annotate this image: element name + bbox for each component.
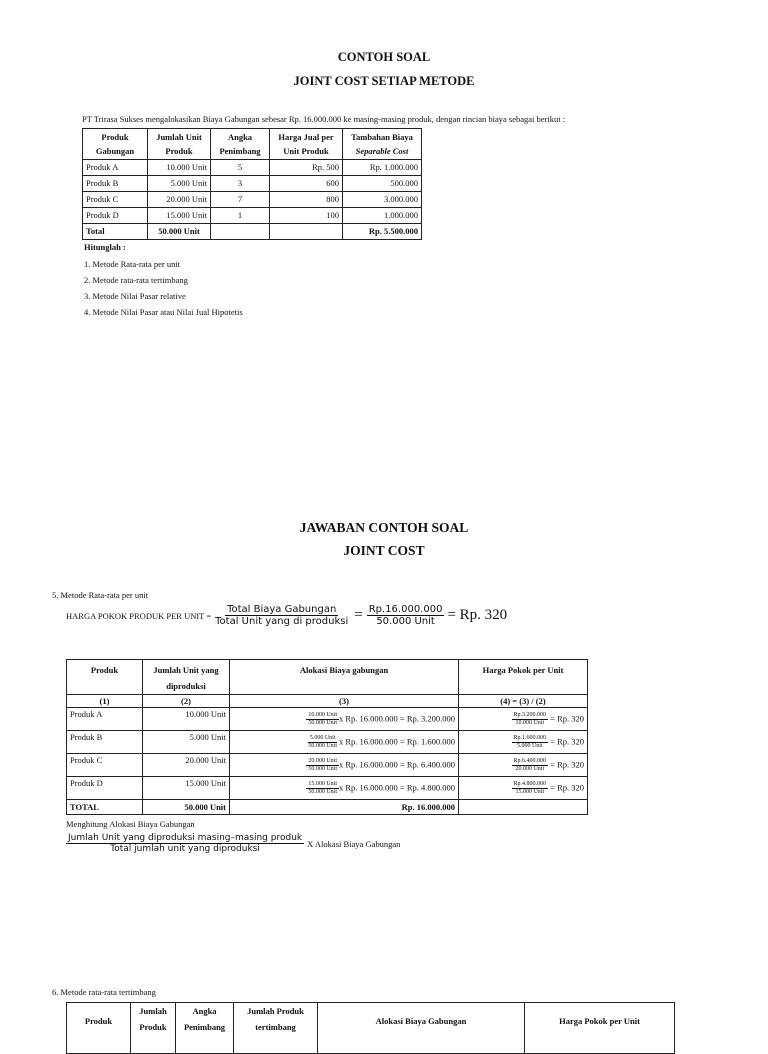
cell-hpp: $\frac{Rp.3.200.000}{\text{10.000 Unit}}$ = Rp. 320 [459,708,588,731]
cell-jumlah: 20.000 Unit [143,754,230,777]
cell-total-hpp [459,800,588,815]
cell-harga: 100 [270,208,343,224]
soal-title-line1: CONTOH SOAL [337,50,431,64]
header-angka: Angka Penimbang [211,129,270,160]
hpp-fraction: $\frac{Rp.3.200.000}{\text{10.000 Unit}}$ [513,711,547,726]
alokasi-formula-fraction [66,833,304,854]
formula-denominator-2: 50.000 Unit [376,616,435,627]
hpp-fraction: $\frac{Rp.4.800.000}{\text{15.000 Unit}}$ [513,780,547,795]
cell-produk: Produk B [67,731,143,754]
cell-total-jumlah: 50.000 Unit [143,800,230,815]
menghitung-label: Menghitung Alokasi Biaya Gabungan [66,819,195,829]
cell-angka: 3 [211,176,270,192]
header-produk: Produk [67,1003,131,1054]
header-jumlah-tertimbang: Jumlah Produk tertimbang [234,1003,318,1054]
cell-harga: 600 [270,176,343,192]
task-list [84,256,243,320]
jawaban-table-index-row [67,695,588,708]
table-total-row [83,224,422,240]
section-5-heading: 5. Metode Rata-rata per unit [52,590,149,600]
cell-jumlah: 15.000 Unit [148,208,211,224]
cell-angka: 7 [211,192,270,208]
cell-alokasi: $\frac{\text{15.000 Unit}}{\text{50.000 Unit}}$ x Rp. 16.000.000 = Rp. 4.800.000 [230,777,459,800]
formula-equals: = [354,607,363,623]
formula-label: HARGA POKOK PRODUK PER UNIT = [66,610,212,621]
alokasi-formula [66,833,400,854]
header-hpp: Harga Pokok per Unit [459,660,588,695]
header-hpp: Harga Pokok per Unit [525,1003,675,1054]
formula-fraction-2 [367,604,445,627]
cell-angka: 1 [211,208,270,224]
alokasi-formula-denominator: Total jumlah unit yang diproduksi [110,844,260,854]
cell-total-label: TOTAL [67,800,143,815]
cell-produk: Produk D [83,208,148,224]
cell-harga: Rp. 500 [270,160,343,176]
cell-total-tambahan: Rp. 5.500.000 [343,224,422,240]
cell-harga: 800 [270,192,343,208]
table-row [67,777,588,800]
list-item: 1. Metode Rata-rata per unit [84,259,181,269]
table-total-row [67,800,588,815]
cell-tambahan: 3.000.000 [343,192,422,208]
index-4: (4) = (3) / (2) [459,695,588,708]
list-item: 3. Metode Nilai Pasar relative [84,291,186,301]
cell-tambahan: 500.000 [343,176,422,192]
soal-table-header [83,129,422,160]
alokasi-fraction: $\frac{\text{10.000 Unit}}{\text{50.000 Unit}}$ [308,711,337,726]
index-2: (2) [143,695,230,708]
header-jumlah: Jumlah Produk [131,1003,176,1054]
alokasi-formula-tail: X Alokasi Biaya Gabungan [307,838,401,849]
table-row [67,708,588,731]
table-row [83,208,422,224]
header-angka: Angka Penimbang [176,1003,234,1054]
soal-table [82,128,422,240]
alokasi-fraction: $\frac{\text{20.000 Unit}}{\text{50.000 Unit}}$ [308,757,337,772]
table-row [67,754,588,777]
tertimbang-table [66,1002,675,1054]
hitunglah-label: Hitunglah : [84,242,126,252]
cell-jumlah: 10.000 Unit [143,708,230,731]
table-row [83,176,422,192]
header-jumlah: Jumlah Unit yang diproduksi [143,660,230,695]
cell-produk: Produk D [67,777,143,800]
hpp-fraction: $\frac{Rp.6.400.000}{\text{20.000 Unit}}$ [513,757,547,772]
cell-alokasi: $\frac{\text{10.000 Unit}}{\text{50.000 Unit}}$ x Rp. 16.000.000 = Rp. 3.200.000 [230,708,459,731]
alokasi-fraction: $\frac{\text{15.000 Unit}}{\text{50.000 Unit}}$ [308,780,337,795]
cell-produk: Produk C [67,754,143,777]
cell-total-alokasi: Rp. 16.000.000 [230,800,459,815]
header-alokasi: Alokasi Biaya gabungan [230,660,459,695]
formula-fraction-1 [213,604,350,627]
cell-total-harga [270,224,343,240]
cell-alokasi: $\frac{\text{5.000 Unit}}{\text{50.000 Unit}}$ x Rp. 16.000.000 = Rp. 1.600.000 [230,731,459,754]
cell-total-label: Total [83,224,148,240]
header-produk: Produk Gabungan [83,129,148,160]
header-produk: Produk [67,660,143,695]
formula-result: = Rp. 320 [447,607,508,623]
cell-produk: Produk A [83,160,148,176]
cell-tambahan: 1.000.000 [343,208,422,224]
index-1: (1) [67,695,143,708]
cell-produk: Produk B [83,176,148,192]
table-row [67,731,588,754]
cell-alokasi: $\frac{\text{20.000 Unit}}{\text{50.000 Unit}}$ x Rp. 16.000.000 = Rp. 6.400.000 [230,754,459,777]
cell-jumlah: 10.000 Unit [148,160,211,176]
cell-jumlah: 15.000 Unit [143,777,230,800]
cell-jumlah: 5.000 Unit [148,176,211,192]
alokasi-formula-numerator: Jumlah Unit yang diproduksi masing–masing produk [68,833,303,843]
header-alokasi: Alokasi Biaya Gabungan [318,1003,525,1054]
formula-numerator-2: Rp.16.000.000 [368,604,443,615]
cell-tambahan: Rp. 1.000.000 [343,160,422,176]
section-6-heading: 6. Metode rata-rata tertimbang [52,987,156,997]
formula-denominator-1: Total Unit yang di produksi [215,616,349,627]
tertimbang-table-header [67,1003,675,1054]
jawaban-title-line2: JOINT COST [343,543,425,558]
list-item: 2. Metode rata-rata tertimbang [84,275,188,285]
cell-hpp: $\frac{Rp.1.600.000}{\text{5.000 Unit}}$ = Rp. 320 [459,731,588,754]
header-tambahan: Tambahan Biaya Separable Cost [343,129,422,160]
index-3: (3) [230,695,459,708]
jawaban-table [66,659,588,815]
formula-numerator-1: Total Biaya Gabungan [227,604,337,615]
soal-title-line2: JOINT COST SETIAP METODE [293,74,475,88]
table-row [83,160,422,176]
list-item: 4. Metode Nilai Pasar atau Nilai Jual Hipotetis [84,307,243,317]
cell-hpp: $\frac{Rp.4.800.000}{\text{15.000 Unit}}$ = Rp. 320 [459,777,588,800]
hpp-fraction: $\frac{Rp.1.600.000}{\text{5.000 Unit}}$ [513,734,547,749]
jawaban-table-header [67,660,588,695]
header-harga: Harga Jual per Unit Produk [270,129,343,160]
cell-jumlah: 20.000 Unit [148,192,211,208]
cell-angka: 5 [211,160,270,176]
table-row [83,192,422,208]
hpp-formula [66,604,507,627]
cell-jumlah: 5.000 Unit [143,731,230,754]
alokasi-fraction: $\frac{\text{5.000 Unit}}{\text{50.000 Unit}}$ [308,734,337,749]
cell-produk: Produk C [83,192,148,208]
soal-intro: PT Trirasa Sukses mengalokasikan Biaya Gabungan sebesar Rp. 16.000.000 ke masing-masing produk, dengan rincian biaya sebagai berikut : [82,114,566,124]
cell-total-jumlah: 50.000 Unit [148,224,211,240]
header-jumlah: Jumlah Unit Produk [148,129,211,160]
cell-hpp: $\frac{Rp.6.400.000}{\text{20.000 Unit}}$ = Rp. 320 [459,754,588,777]
cell-produk: Produk A [67,708,143,731]
cell-total-angka [211,224,270,240]
jawaban-title-line1: JAWABAN CONTOH SOAL [299,520,469,535]
